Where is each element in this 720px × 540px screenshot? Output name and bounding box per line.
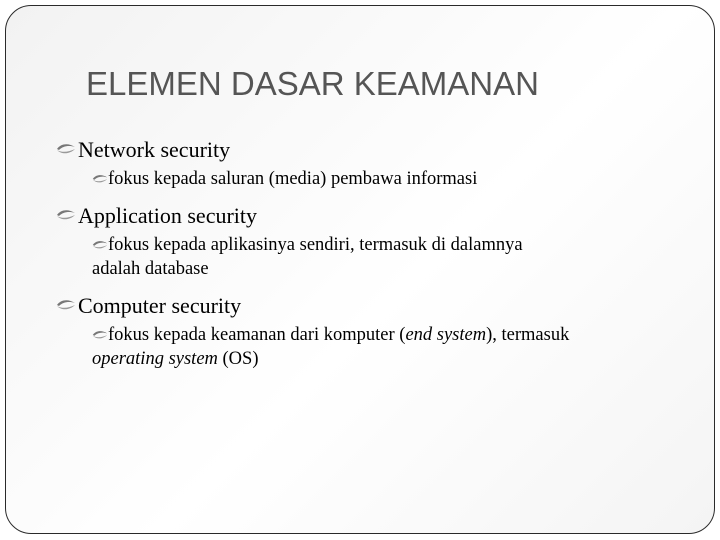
bullet-application-security [54,201,704,231]
sub-bullet-label: fokus kepada aplikasinya sendiri, termasuk di dalamnya [108,235,523,255]
sub-bullet-label: fokus kepada saluran (media) pembawa informasi [108,169,478,189]
sub-bullet-text-a: fokus kepada keamanan dari komputer ( [108,325,406,345]
slide-title: ELEMEN DASAR KEAMANAN [86,65,539,102]
bullet-label: Computer security [78,293,242,318]
sub-bullet-computer-detail [92,323,704,371]
bullet-glyph-icon [92,239,108,251]
sub-bullet-text-c: ), termasuk [486,325,570,345]
sub-bullet-italic-term: end system [405,325,487,345]
sub-bullet-continuation: adalah database [92,259,209,279]
bullet-network-security [54,135,704,165]
bullet-label: Application security [78,203,258,228]
sub-bullet-application-detail [92,233,704,281]
bullet-glyph-icon [56,298,76,312]
sub-bullet-network-detail [92,167,704,191]
bullet-glyph-icon [92,173,108,185]
slide-content [54,135,704,371]
slide-frame [5,5,715,534]
bullet-glyph-icon [56,208,76,222]
sub-bullet-continuation [92,347,704,371]
sub-bullet-italic-term: operating system [92,349,218,369]
bullet-glyph-icon [92,329,108,341]
bullet-label: Network security [78,137,231,162]
sub-bullet-text: (OS) [217,349,259,369]
bullet-computer-security [54,291,704,321]
bullet-glyph-icon [56,142,76,156]
